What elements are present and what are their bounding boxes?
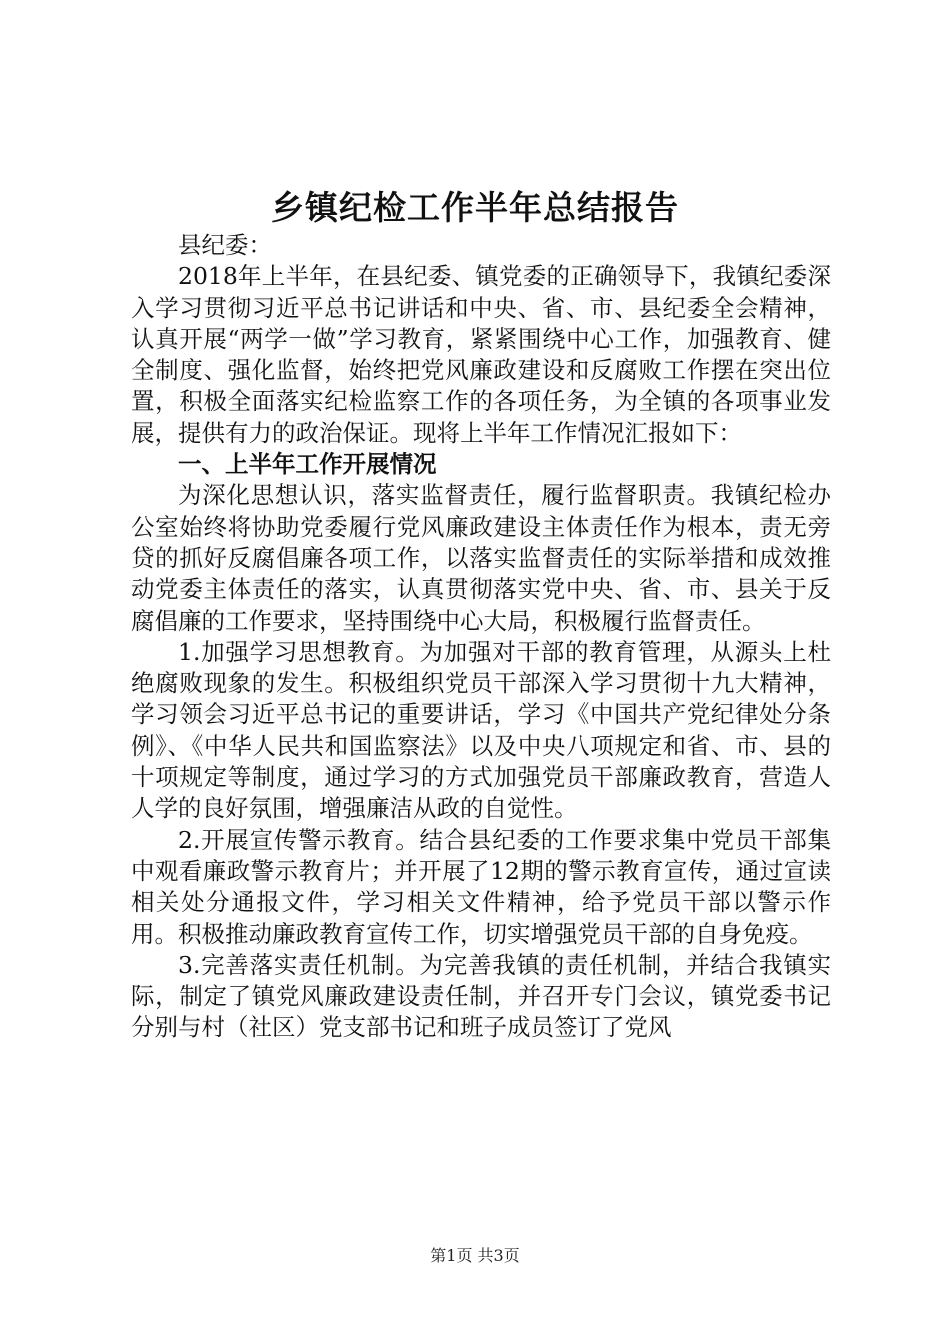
salutation: 县纪委：	[178, 231, 272, 259]
document-title: 乡镇纪检工作半年总结报告	[271, 188, 679, 227]
paragraph-item-3: 3.完善落实责任机制。为完善我镇的责任机制，并结合我镇实际，制定了镇党风廉政建设责任制，并召开专门会议，镇党委书记分别与村（社区）党支部书记和班子成员签订了党风	[131, 950, 831, 1042]
page-footer: 第1页 共3页	[430, 1246, 520, 1265]
paragraph-item-2: 2.开展宣传警示教育。结合县纪委的工作要求集中党员干部集中观看廉政警示教育片；并开展了12期的警示教育宣传，通过宣读相关处分通报文件，学习相关文件精神，给予党员干部以警示作用。积极推动廉政教育宣传工作，切实增强党员干部的自身免疫。	[131, 825, 831, 948]
paragraph-intro: 2018年上半年，在县纪委、镇党委的正确领导下，我镇纪委深入学习贯彻习近平总书记讲话和中央、省、市、县纪委全会精神，认真开展“两学一做”学习教育，紧紧围绕中心工作，加强教育、健全制度、强化监督，始终把党风廉政建设和反腐败工作摆在突出位置，积极全面落实纪检监察工作的各项任务，为全镇的各项事业发展，提供有力的政治保证。现将上半年工作情况汇报如下：	[131, 262, 831, 447]
paragraph-item-1: 1.加强学习思想教育。为加强对干部的教育管理，从源头上杜绝腐败现象的发生。积极组织党员干部深入学习贯彻十九大精神，学习领会习近平总书记的重要讲话，学习《中国共产党纪律处分条例》、《中华人民共和国监察法》以及中央八项规定和省、市、县的十项规定等制度，通过学习的方式加强党员干部廉政教育，营造人人学的良好氛围，增强廉洁从政的自觉性。	[131, 637, 831, 823]
paragraph-section-intro: 为深化思想认识，落实监督责任，履行监督职责。我镇纪检办公室始终将协助党委履行党风廉政建设主体责任作为根本，责无旁贷的抓好反腐倡廉各项工作，以落实监督责任的实际举措和成效推动党委主体责任的落实，认真贯彻落实党中央、省、市、县关于反腐倡廉的工作要求，坚持围绕中心大局，积极履行监督责任。	[131, 481, 831, 635]
document-body	[131, 230, 831, 1044]
section-heading: 一、上半年工作开展情况	[178, 450, 437, 479]
